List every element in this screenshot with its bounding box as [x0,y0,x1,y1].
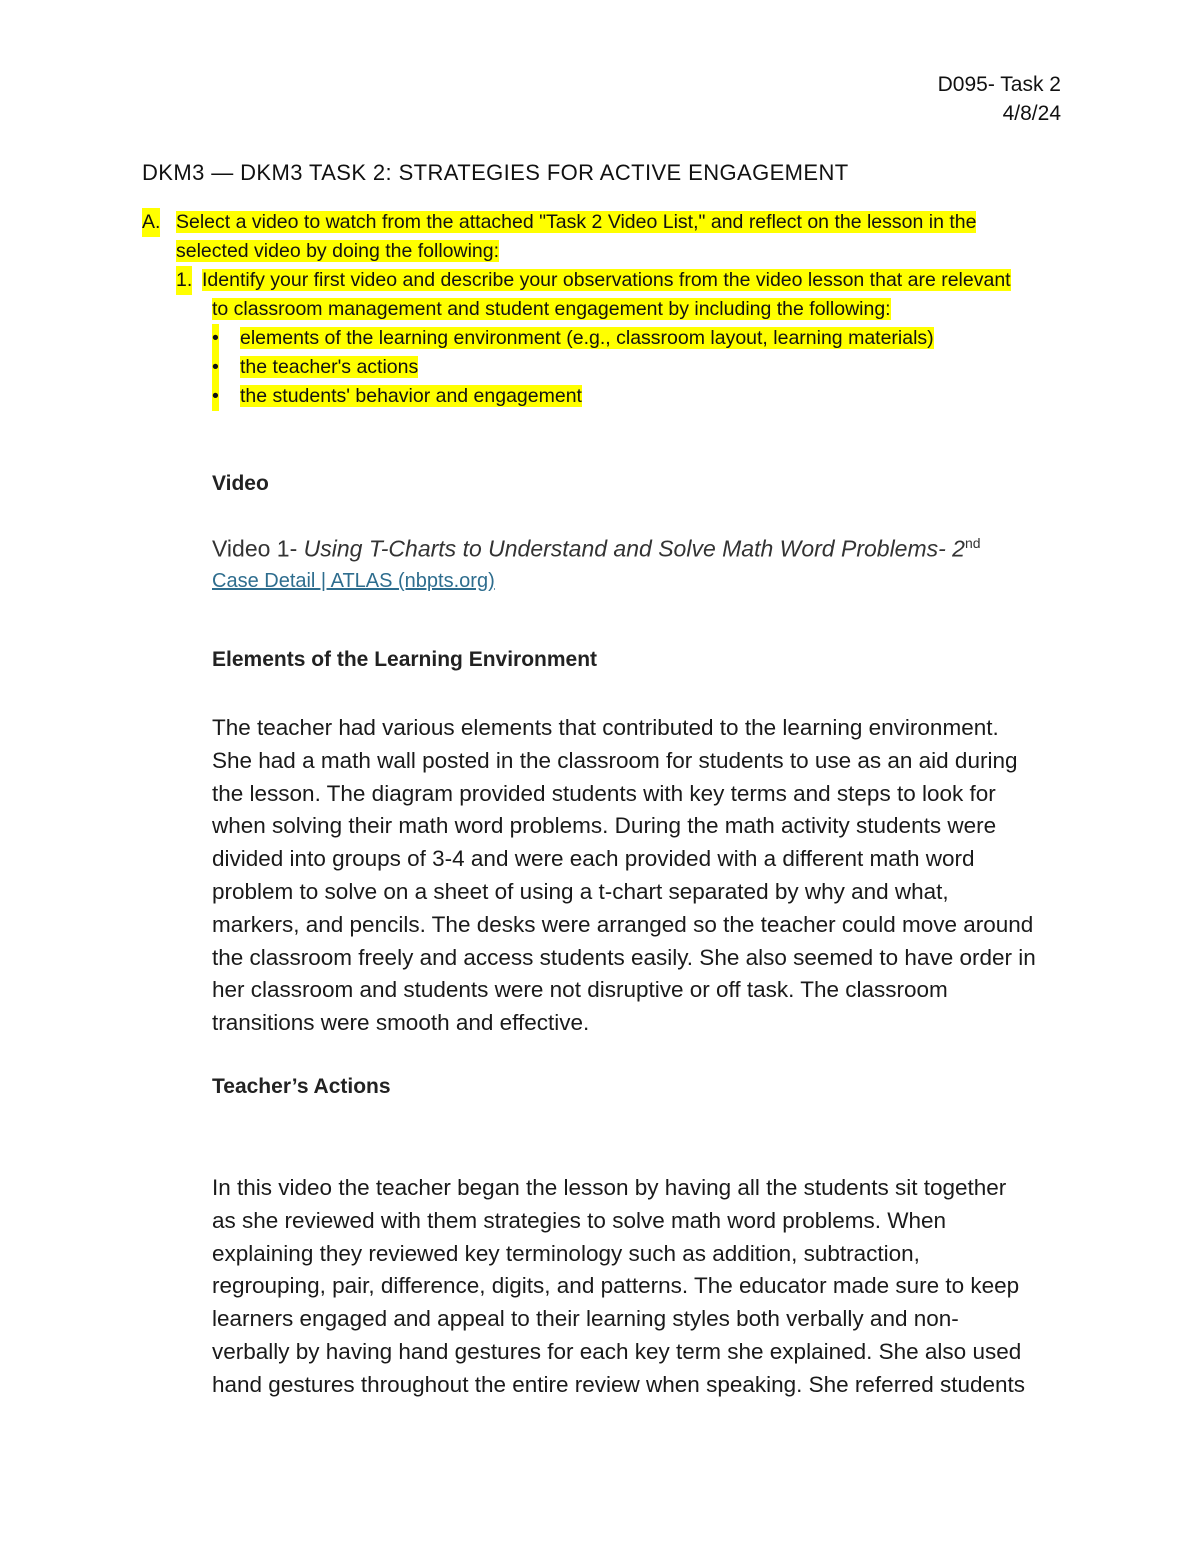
doc-date: 4/8/24 [1002,102,1061,125]
prompt-item-a [142,208,1072,237]
prompt-1-marker: 1. [176,266,192,295]
paragraph-line: markers, and pencils. The desks were arranged so the teacher could move around [212,911,1034,937]
prompt-1-text-line2: to classroom management and student engagement by including the following: [212,298,891,320]
prompt-bullet-text: elements of the learning environment (e.g., classroom layout, learning materials) [240,327,934,349]
paragraph-line: learners engaged and appeal to their learning styles both verbally and non- [212,1306,959,1332]
prompt-bullet-text: the teacher's actions [240,356,419,378]
bullet-icon: • [212,382,219,411]
teacher-actions-paragraph [212,1172,1072,1402]
prompt-bullet-text: the students' behavior and engagement [240,385,582,407]
prompt-a-marker: A. [142,208,160,237]
prompt-item-1 [142,266,1072,295]
video-title: Using T-Charts to Understand and Solve Math Word Problems- 2 [303,535,965,562]
video-title-line [212,535,1072,563]
environment-heading: Elements of the Learning Environment [212,648,598,671]
paragraph-line: verbally by having hand gestures for each key term she explained. She also used [212,1338,1022,1364]
environment-paragraph [212,712,1072,1040]
prompt-1-text-line1: Identify your first video and describe your observations from the video lesson that are relevant [202,269,1011,291]
paragraph-line: problem to solve on a sheet of using a t-chart separated by why and what, [212,878,949,904]
paragraph-line: the lesson. The diagram provided students with key terms and steps to look for [212,780,996,806]
bullet-icon: • [212,353,219,382]
prompt-item-1-continued [142,295,1072,324]
paragraph-line: hand gestures throughout the entire review when speaking. She referred students [212,1371,1026,1397]
paragraph-line: when solving their math word problems. During the math activity students were [212,813,997,839]
prompt-bullet [142,324,1072,353]
paragraph-line: as she reviewed with them strategies to solve math word problems. When [212,1207,947,1233]
video-prefix: Video 1- [212,535,304,562]
paragraph-line: the classroom freely and access students easily. She also seemed to have order in [212,944,1036,970]
bullet-icon: • [212,324,219,353]
page-header [938,70,1061,128]
paragraph-line: regrouping, pair, difference, digits, and patterns. The educator made sure to keep [212,1273,1020,1299]
teacher-actions-heading: Teacher’s Actions [212,1075,391,1098]
paragraph-line: her classroom and students were not disruptive or off task. The classroom [212,977,948,1003]
paragraph-line: explaining they reviewed key terminology such as addition, subtraction, [212,1240,920,1266]
paragraph-line: transitions were smooth and effective. [212,1010,590,1036]
case-detail-link[interactable]: Case Detail | ATLAS (nbpts.org) [212,570,495,592]
doc-code: D095- Task 2 [937,73,1061,96]
prompt-a-text-line1: Select a video to watch from the attached "Task 2 Video List," and reflect on the lesson in the [176,211,977,233]
video-heading: Video [212,472,269,495]
prompt-bullet [142,353,1072,382]
paragraph-line: She had a math wall posted in the classroom for students to use as an aid during [212,747,1018,773]
task-prompt [142,208,1072,411]
prompt-bullet [142,382,1072,411]
document-title: DKM3 — DKM3 TASK 2: STRATEGIES FOR ACTIVE ENGAGEMENT [142,160,849,185]
prompt-a-text-line2: selected video by doing the following: [176,240,500,262]
video-grade-suffix: nd [964,535,981,551]
paragraph-line: In this video the teacher began the lesson by having all the students sit together [212,1175,1007,1200]
paragraph-line: The teacher had various elements that contributed to the learning environment. [212,715,999,740]
paragraph-line: divided into groups of 3-4 and were each provided with a different math word [212,846,975,872]
prompt-item-a-continued [142,237,1072,266]
